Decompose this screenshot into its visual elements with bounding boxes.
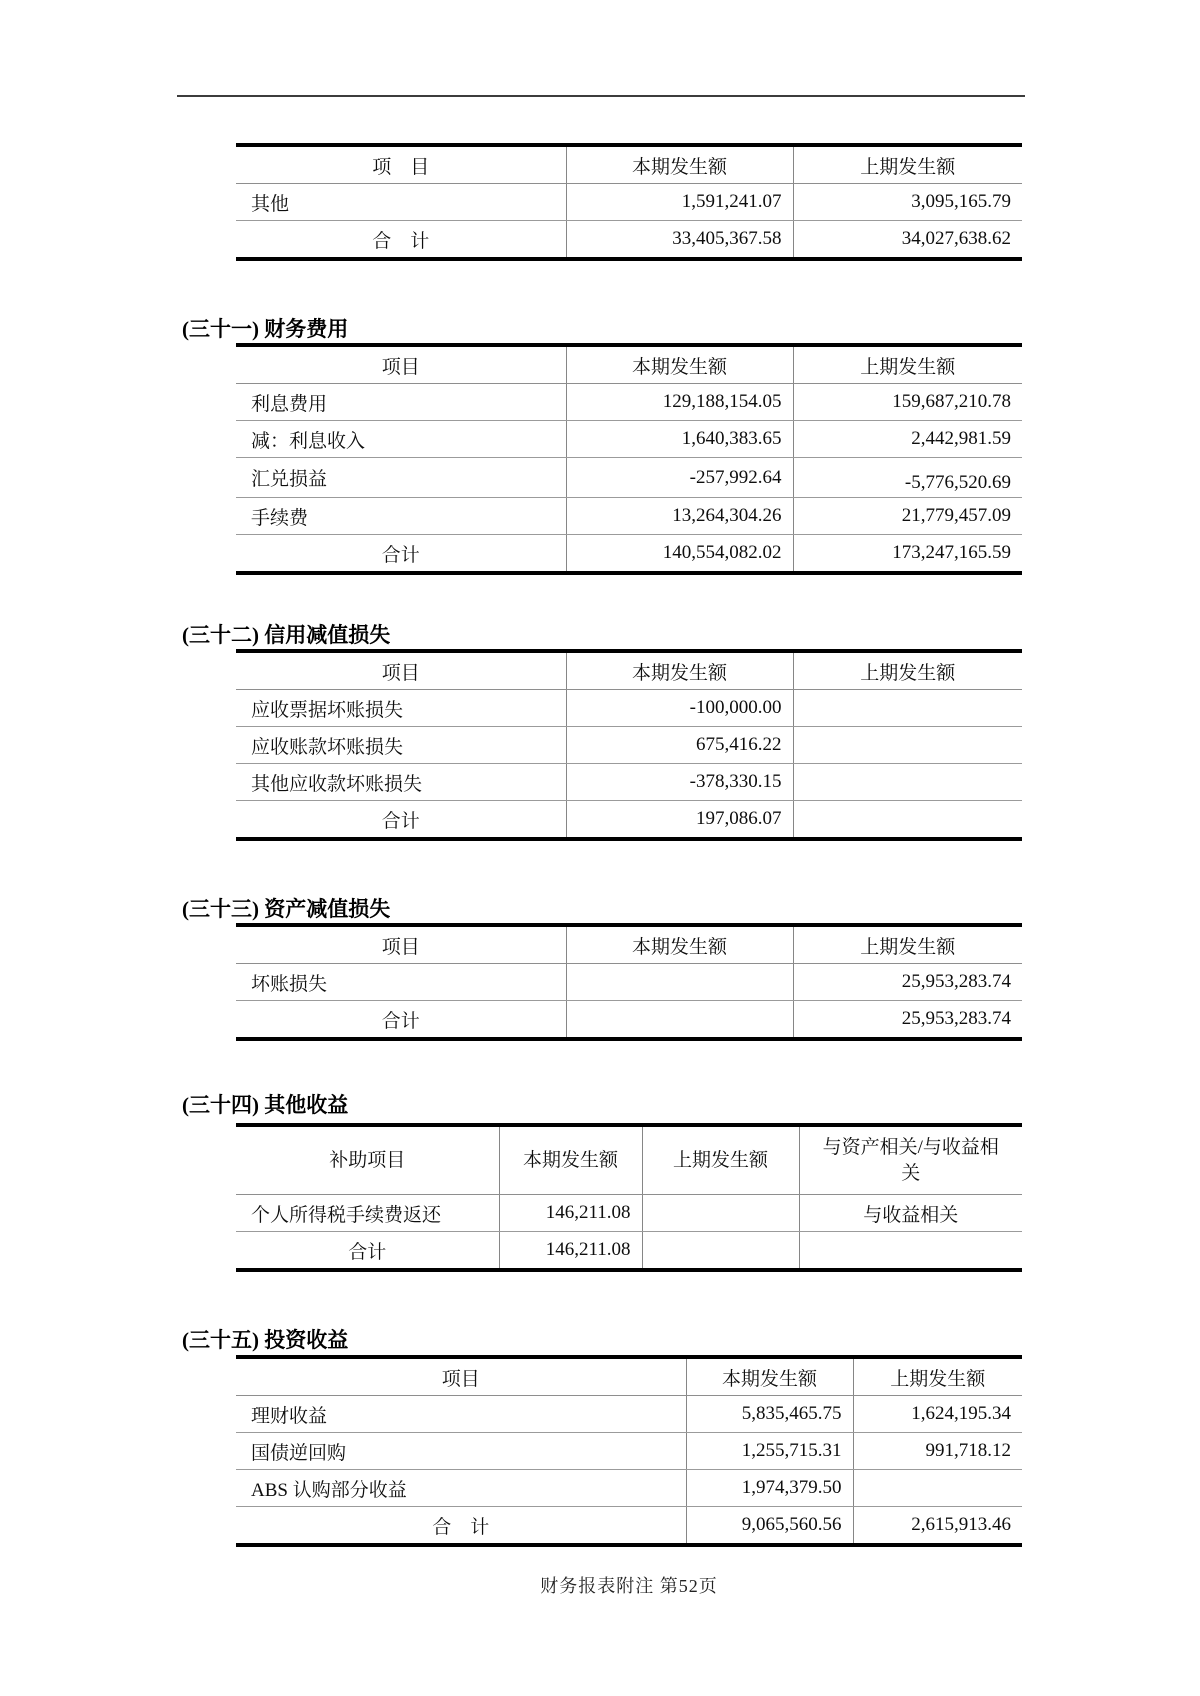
row-label: 其他 [236,184,566,221]
row-label: 个人所得税手续费返还 [236,1195,499,1232]
column-header: 上期发生额 [793,651,1022,690]
row-label: 国债逆回购 [236,1433,686,1470]
value-cell: -100,000.00 [566,690,793,727]
header-row [236,1125,1022,1195]
table-financial-expenses [236,343,1022,575]
value-cell: 25,953,283.74 [793,964,1022,1001]
value-cell: 146,211.08 [499,1232,642,1271]
value-cell: 2,615,913.46 [853,1507,1022,1546]
row-label: 手续费 [236,498,566,535]
value-cell: 146,211.08 [499,1195,642,1232]
empty-cell [566,1001,793,1040]
section-heading-34-other-income: (三十四) 其他收益 [182,1093,349,1117]
column-header: 补助项目 [236,1125,499,1195]
empty-cell [793,801,1022,840]
value-cell: 197,086.07 [566,801,793,840]
row-label: 坏账损失 [236,964,566,1001]
empty-cell [642,1232,799,1271]
column-header: 上期发生额 [642,1125,799,1195]
section-heading-35-investment-income: (三十五) 投资收益 [182,1328,349,1352]
table-row [236,1001,1022,1040]
header-row [236,145,1022,184]
row-label: 减：利息收入 [236,421,566,458]
value-cell: 5,835,465.75 [686,1396,853,1433]
section-heading-33-asset-impairment-loss: (三十三) 资产减值损失 [182,897,391,921]
table-continuation [236,143,1022,261]
row-label: 合计 [348,1241,387,1263]
value-cell: 3,095,165.79 [793,184,1022,221]
column-header: 项目 [236,345,566,384]
column-header: 项 目 [236,145,566,184]
value-cell: 与收益相关 [799,1195,1022,1232]
empty-cell [793,764,1022,801]
empty-cell [566,964,793,1001]
row-label: ABS 认购部分收益 [236,1470,686,1507]
table-credit-impairment-loss [236,649,1022,841]
column-header: 项目 [236,1357,686,1396]
row-label: 合 计 [432,1516,490,1538]
row-label: 合计 [381,810,420,832]
value-cell: 1,591,241.07 [566,184,793,221]
table-row [236,1232,1022,1271]
section-heading-31-financial-expenses: (三十一) 财务费用 [182,317,349,341]
header-row [236,925,1022,964]
empty-cell [793,727,1022,764]
value-cell: 675,416.22 [566,727,793,764]
empty-cell [642,1195,799,1232]
value-cell: 21,779,457.09 [793,498,1022,535]
value-cell: 34,027,638.62 [793,221,1022,260]
table-row [236,498,1022,535]
column-header: 上期发生额 [793,345,1022,384]
row-label: 其他应收款坏账损失 [236,764,566,801]
column-header: 项目 [236,925,566,964]
column-header: 上期发生额 [793,925,1022,964]
row-label: 合 计 [372,230,430,252]
value-cell: 129,188,154.05 [566,384,793,421]
value-cell: -378,330.15 [566,764,793,801]
table-row [236,1507,1022,1546]
value-cell: 159,687,210.78 [793,384,1022,421]
table-row [236,727,1022,764]
table-asset-impairment-loss [236,923,1022,1041]
header-row [236,651,1022,690]
table-row [236,221,1022,260]
value-cell: 173,247,165.59 [793,535,1022,574]
table-row [236,384,1022,421]
column-header: 本期发生额 [566,345,793,384]
table-row [236,1396,1022,1433]
row-label: 合计 [381,1010,420,1032]
value-cell: -5,776,520.69 [793,458,1022,498]
table-row [236,1433,1022,1470]
header-row [236,1357,1022,1396]
column-header: 本期发生额 [499,1125,642,1195]
table-row [236,535,1022,574]
column-header: 上期发生额 [853,1357,1022,1396]
value-cell: 991,718.12 [853,1433,1022,1470]
column-header: 上期发生额 [793,145,1022,184]
value-cell: 9,065,560.56 [686,1507,853,1546]
table-row [236,421,1022,458]
table-row [236,184,1022,221]
row-label: 应收票据坏账损失 [236,690,566,727]
column-header: 与资产相关/与收益相关 [799,1125,1022,1195]
empty-cell [793,690,1022,727]
table-row [236,1470,1022,1507]
row-label: 应收账款坏账损失 [236,727,566,764]
page-footer: 财务报表附注 第52页 [540,1576,718,1596]
table-other-income [236,1123,1022,1272]
row-label: 理财收益 [236,1396,686,1433]
table-investment-income [236,1355,1022,1547]
column-header: 本期发生额 [566,925,793,964]
value-cell: 1,640,383.65 [566,421,793,458]
value-cell: -257,992.64 [566,458,793,498]
value-cell: 1,974,379.50 [686,1470,853,1507]
table-row [236,964,1022,1001]
header-rule [177,95,1025,97]
column-header: 本期发生额 [686,1357,853,1396]
value-cell: 1,255,715.31 [686,1433,853,1470]
column-header: 本期发生额 [566,145,793,184]
value-cell: 13,264,304.26 [566,498,793,535]
value-cell: 33,405,367.58 [566,221,793,260]
row-label: 利息费用 [236,384,566,421]
empty-cell [853,1470,1022,1507]
value-cell: 140,554,082.02 [566,535,793,574]
value-cell: 2,442,981.59 [793,421,1022,458]
row-label: 汇兑损益 [236,458,566,498]
column-header: 本期发生额 [566,651,793,690]
column-header: 项目 [236,651,566,690]
row-label: 合计 [381,544,420,566]
table-row [236,690,1022,727]
value-cell: 1,624,195.34 [853,1396,1022,1433]
table-row [236,458,1022,498]
header-row [236,345,1022,384]
table-row [236,1195,1022,1232]
value-cell: 25,953,283.74 [793,1001,1022,1040]
empty-cell [799,1232,1022,1271]
section-heading-32-credit-impairment-loss: (三十二) 信用减值损失 [182,623,391,647]
table-row [236,764,1022,801]
table-row [236,801,1022,840]
